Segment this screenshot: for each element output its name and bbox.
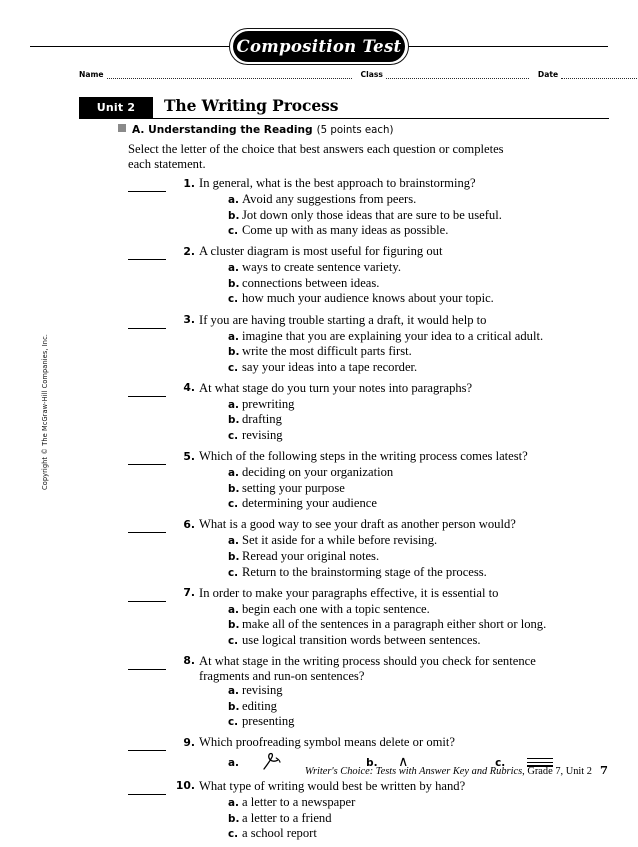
choice-letter: b.: [228, 482, 240, 495]
unit-header: [79, 97, 609, 120]
choice-text: ways to create sentence variety.: [242, 260, 401, 275]
choice-list: [228, 683, 560, 730]
choice-text: how much your audience knows about your topic.: [242, 291, 494, 306]
choice-item[interactable]: [228, 826, 560, 842]
choice-text: write the most difficult parts first.: [242, 344, 412, 359]
choice-text: Jot down only those ideas that are sure to be useful.: [242, 207, 502, 222]
choice-text: a school report: [242, 826, 317, 841]
choice-item[interactable]: [228, 699, 560, 715]
page-title-banner: [0, 28, 638, 66]
choice-text: Reread your original notes.: [242, 549, 380, 563]
choice-letter: b.: [228, 346, 240, 359]
choice-letter: a.: [228, 262, 239, 275]
choice-item[interactable]: [228, 329, 560, 345]
choice-text: Set it aside for a while before revising.: [242, 533, 438, 548]
choice-item[interactable]: [228, 714, 560, 730]
choice-item[interactable]: [228, 533, 560, 549]
question-text: A cluster diagram is most useful for figuring out: [199, 244, 443, 259]
answer-blank[interactable]: [128, 248, 166, 260]
choice-text: a letter to a friend: [242, 810, 332, 825]
choice-item[interactable]: [228, 683, 560, 699]
choice-item[interactable]: [228, 617, 560, 633]
question-text: If you are having trouble starting a draft, it would help to: [199, 312, 487, 327]
choice-item[interactable]: [228, 344, 560, 360]
choice-text: deciding on your organization: [242, 465, 394, 480]
choice-letter: c.: [228, 566, 239, 579]
choice-text: drafting: [242, 412, 282, 427]
page-footer: [128, 763, 608, 777]
choice-list: [228, 795, 560, 842]
choice-text: connections between ideas.: [242, 275, 380, 290]
choice-text: begin each one with a topic sentence.: [242, 601, 430, 616]
answer-blank[interactable]: [128, 783, 166, 795]
choice-letter: a.: [228, 756, 239, 769]
choice-letter: b.: [228, 209, 240, 222]
choice-letter: a.: [228, 398, 239, 411]
choice-letter: c.: [228, 225, 239, 238]
choice-letter: a.: [228, 467, 239, 480]
choice-letter: b.: [228, 619, 240, 632]
question-item: [128, 586, 560, 649]
section-points: (5 points each): [316, 125, 394, 136]
question-item: [128, 176, 560, 239]
answer-blank[interactable]: [128, 180, 166, 192]
date-input-line[interactable]: [561, 71, 638, 79]
section-heading: [118, 124, 393, 136]
choice-letter: b.: [366, 756, 378, 769]
choice-letter: b.: [228, 700, 240, 713]
choice-list: [228, 192, 560, 239]
choice-item[interactable]: [228, 192, 560, 208]
question-text: Which proofreading symbol means delete or omit?: [199, 735, 455, 750]
choice-letter: a.: [228, 330, 239, 343]
choice-letter: b.: [228, 812, 240, 825]
choice-letter: b.: [228, 551, 240, 563]
question-text: In order to make your paragraphs effective, it is essential to: [199, 585, 499, 600]
choice-item[interactable]: [228, 276, 560, 292]
question-text: What type of writing would best be written by hand?: [199, 778, 466, 793]
answer-blank[interactable]: [128, 453, 166, 465]
choice-text: imagine that you are explaining your idea to a critical adult.: [242, 328, 544, 343]
choice-text: say your ideas into a tape recorder.: [242, 359, 418, 374]
question-text: Which of the following steps in the writing process comes latest?: [199, 449, 528, 464]
choice-letter: b.: [228, 414, 240, 427]
choice-list: [228, 533, 560, 580]
answer-blank[interactable]: [128, 385, 166, 397]
copyright-notice: Copyright © The McGraw-Hill Companies, Inc.: [41, 334, 49, 490]
choice-letter: c.: [495, 756, 506, 769]
choice-letter: a.: [228, 194, 239, 206]
answer-blank[interactable]: [128, 739, 166, 751]
question-number: 7.: [183, 586, 195, 600]
choice-text: Come up with as many ideas as possible.: [242, 223, 449, 238]
question-item: [128, 244, 560, 307]
question-number: 6.: [183, 517, 195, 531]
question-text: At what stage do you turn your notes into paragraphs?: [199, 380, 473, 395]
choice-item[interactable]: [228, 291, 560, 307]
choice-item[interactable]: [228, 481, 560, 497]
question-item: [128, 654, 560, 730]
footer-title: Writer's Choice: Tests with Answer Key and Rubrics: [304, 766, 523, 777]
choice-text: Avoid any suggestions from peers.: [242, 192, 417, 206]
date-label: Date: [537, 70, 559, 79]
choice-letter: a.: [228, 535, 239, 548]
answer-blank[interactable]: [128, 590, 166, 602]
directions-text: Select the letter of the choice that best answers each question or completes each statement.: [128, 142, 504, 172]
question-text: At what stage in the writing process should you check for sentence fragments and run-on sentences?: [199, 653, 536, 683]
question-number: 8.: [183, 654, 195, 668]
choice-letter: c.: [228, 293, 239, 306]
question-number: 3.: [183, 313, 195, 327]
choice-letter: c.: [228, 634, 239, 647]
choice-item[interactable]: [228, 397, 560, 413]
question-item: [128, 313, 560, 376]
choice-letter: c.: [228, 716, 239, 729]
answer-blank[interactable]: [128, 658, 166, 670]
choice-item[interactable]: [228, 412, 560, 428]
choice-text: revising: [242, 683, 283, 698]
class-label: Class: [360, 70, 383, 79]
choice-item[interactable]: [228, 811, 560, 827]
caret-insert-icon: ∧: [398, 754, 409, 771]
answer-blank[interactable]: [128, 317, 166, 329]
choice-item[interactable]: [228, 465, 560, 481]
question-number: 2.: [183, 244, 195, 258]
choice-item[interactable]: [228, 428, 560, 444]
choice-item[interactable]: [228, 565, 560, 581]
choice-list: [228, 329, 560, 376]
question-item: [128, 779, 560, 842]
footer-meta: , Grade 7, Unit 2: [522, 766, 592, 777]
choice-text: revising: [242, 428, 283, 443]
choice-item[interactable]: [228, 496, 560, 512]
choice-list: [228, 260, 560, 307]
question-number: 9.: [183, 735, 195, 749]
choice-text: make all of the sentences in a paragraph either short or long.: [242, 617, 547, 632]
question-item: [128, 449, 560, 512]
name-input-line[interactable]: [107, 71, 352, 79]
choice-letter: a.: [228, 796, 239, 809]
question-text: What is a good way to see your draft as another person would?: [199, 517, 516, 532]
choice-item[interactable]: [228, 549, 560, 565]
choice-text: prewriting: [242, 396, 295, 411]
choice-text: a letter to a newspaper: [242, 794, 356, 809]
choice-text: setting your purpose: [242, 480, 345, 495]
choice-letter: c.: [228, 828, 239, 841]
choice-letter: a.: [228, 685, 239, 698]
unit-badge: Unit 2: [79, 97, 153, 118]
choice-letter: b.: [228, 277, 240, 290]
question-text: In general, what is the best approach to brainstorming?: [199, 176, 476, 190]
question-number: 1.: [183, 176, 195, 190]
page-number: 7: [599, 763, 608, 777]
choice-list: [228, 465, 560, 512]
choice-letter: c.: [228, 498, 239, 511]
choice-text: determining your audience: [242, 496, 377, 511]
title-pill: [233, 31, 405, 62]
gray-square-bullet-icon: [118, 124, 126, 132]
question-number: 4.: [183, 381, 195, 395]
unit-title: The Writing Process: [164, 96, 339, 115]
class-input-line[interactable]: [386, 71, 529, 79]
choice-text: presenting: [242, 714, 295, 729]
unit-underline-rule: [79, 118, 609, 119]
choice-item[interactable]: [228, 260, 560, 276]
choice-letter: c.: [228, 430, 239, 443]
name-label: Name: [79, 70, 104, 79]
question-number: 5.: [183, 449, 195, 463]
choice-list: [228, 602, 560, 649]
question-number: 10.: [175, 779, 195, 793]
student-info-line: [79, 70, 609, 79]
choice-item[interactable]: [228, 208, 560, 224]
choice-item[interactable]: [228, 360, 560, 376]
choice-item[interactable]: [228, 795, 560, 811]
choice-letter: a.: [228, 603, 239, 616]
question-item: [128, 517, 560, 580]
choice-letter: c.: [228, 361, 239, 374]
question-item: [128, 381, 560, 444]
choice-item[interactable]: [228, 633, 560, 649]
choice-list: [228, 397, 560, 444]
choice-text: use logical transition words between sentences.: [242, 632, 481, 647]
answer-blank[interactable]: [128, 521, 166, 533]
choice-text: Return to the brainstorming stage of the process.: [242, 564, 487, 579]
choice-text: editing: [242, 698, 277, 713]
choice-item[interactable]: [228, 602, 560, 618]
choice-item[interactable]: [228, 223, 560, 239]
question-list: [128, 176, 560, 847]
page-title: Composition Test: [236, 37, 402, 56]
section-title: A. Understanding the Reading: [132, 124, 313, 136]
